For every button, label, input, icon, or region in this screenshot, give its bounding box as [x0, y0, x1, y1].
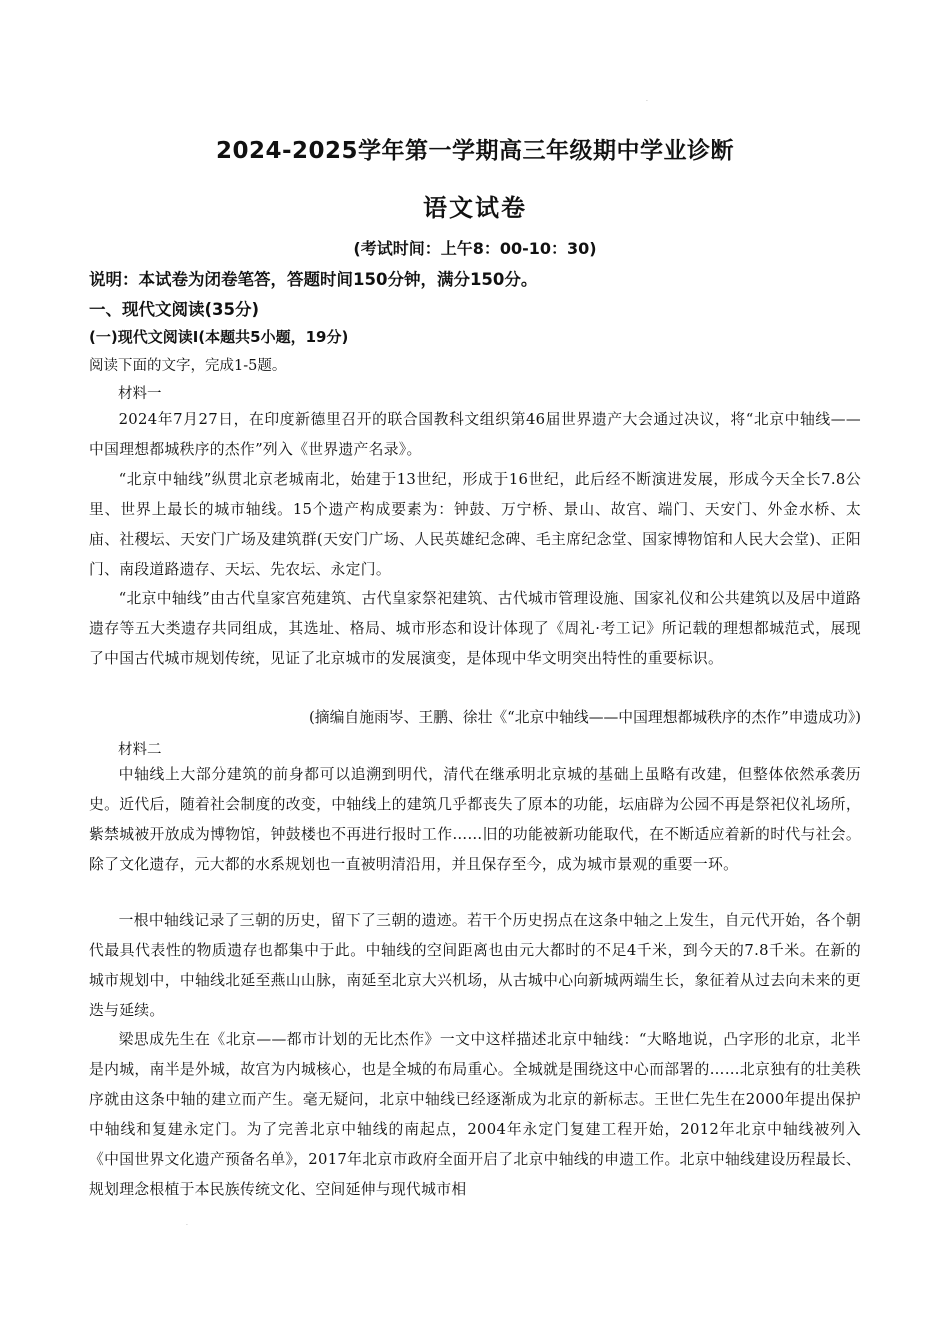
material-one-citation: (摘编自施雨岑、王鹏、徐壮《“北京中轴线——中国理想都城秩序的杰作”申遗成功》)	[309, 709, 861, 726]
instructions: 说明：本试卷为闭卷笔答，答题时间150分钟，满分150分。	[89, 270, 538, 289]
material-one-label: 材料一	[118, 386, 162, 402]
exam-time: (考试时间：上午8：00-10：30)	[353, 239, 597, 258]
material-two-label: 材料二	[118, 742, 162, 758]
exam-title: 2024-2025学年第一学期高三年级期中学业诊断	[215, 138, 735, 164]
reading-prompt: 阅读下面的文字，完成1-5题。	[89, 358, 287, 374]
material-one-paragraph-1: 2024年7月27日，在印度新德里召开的联合国教科文组织第46届世界遗产大会通过决议，将“北京中轴线——中国理想都城秩序的杰作”列入《世界遗产名录》。	[89, 411, 861, 458]
exam-subtitle: 语文试卷	[423, 194, 527, 222]
material-two-paragraph-1: 中轴线上大部分建筑的前身都可以追溯到明代，清代在继承明北京城的基础上虽略有改建，但整体依然承袭历史。近代后，随着社会制度的改变，中轴线上的建筑几乎都丧失了原本的功能，坛庙辟为公园不再是祭祀仪礼场所，紫禁城被开放成为博物馆，钟鼓楼也不再进行报时工作……旧的功能被新功能取代，在不断适应着新的时代与社会。除了文化遗存，元大都的水系规划也一直被明清沿用，并且保存至今，成为城市景观的重要一环。	[89, 766, 861, 873]
section-heading: 一、现代文阅读(35分)	[89, 300, 260, 319]
scan-dot: ·	[646, 98, 648, 105]
material-one-paragraph-3: “北京中轴线”由古代皇家宫苑建筑、古代皇家祭祀建筑、古代城市管理设施、国家礼仪和公共建筑以及居中道路遗存等五大类遗存共同组成，其选址、格局、城市形态和设计体现了《周礼·考工记》所记载的理想都城范式，展现了中国古代城市规划传统，见证了北京城市的发展演变，是体现中华文明突出特性的重要标识。	[89, 590, 861, 667]
scan-dot: ·	[186, 1222, 188, 1229]
section-subheading: (一)现代文阅读Ⅰ(本题共5小题，19分)	[89, 328, 349, 346]
material-two-paragraph-3: 梁思成先生在《北京——都市计划的无比杰作》一文中这样描述北京中轴线：“大略地说，凸字形的北京，北半是内城，南半是外城，故宫为内城核心，也是全城的布局重心。全城就是围绕这中心而部署的……北京独有的壮美秩序就由这条中轴的建立而产生。毫无疑问，北京中轴线已经逐渐成为北京的新标志。王世仁先生在2000年提出保护中轴线和复建永定门。为了完善北京中轴线的南起点，2004年永定门复建工程开始，2012年北京中轴线被列入《中国世界文化遗产预备名单》，2017年北京市政府全面开启了北京中轴线的申遗工作。北京中轴线建设历程最长、规划理念根植于本民族传统文化、空间延伸与现代城市相	[89, 1031, 861, 1198]
material-one-paragraph-2: “北京中轴线”纵贯北京老城南北，始建于13世纪，形成于16世纪，此后经不断演进发展，形成今天全长7.8公里、世界上最长的城市轴线。15个遗产构成要素为：钟鼓、万宁桥、景山、故宫、端门、天安门、外金水桥、太庙、社稷坛、天安门广场及建筑群(天安门广场、人民英雄纪念碑、毛主席纪念堂、国家博物馆和人民大会堂)、正阳门、南段道路遗存、天坛、先农坛、永定门。	[89, 471, 861, 578]
material-two-paragraph-2: 一根中轴线记录了三朝的历史，留下了三朝的遗迹。若干个历史拐点在这条中轴之上发生，自元代开始，各个朝代最具代表性的物质遗存也都集中于此。中轴线的空间距离也由元大都时的不足4千米，到今天的7.8千米。在新的城市规划中，中轴线北延至燕山山脉，南延至北京大兴机场，从古城中心向新城两端生长，象征着从过去向未来的更迭与延续。	[89, 912, 861, 1019]
